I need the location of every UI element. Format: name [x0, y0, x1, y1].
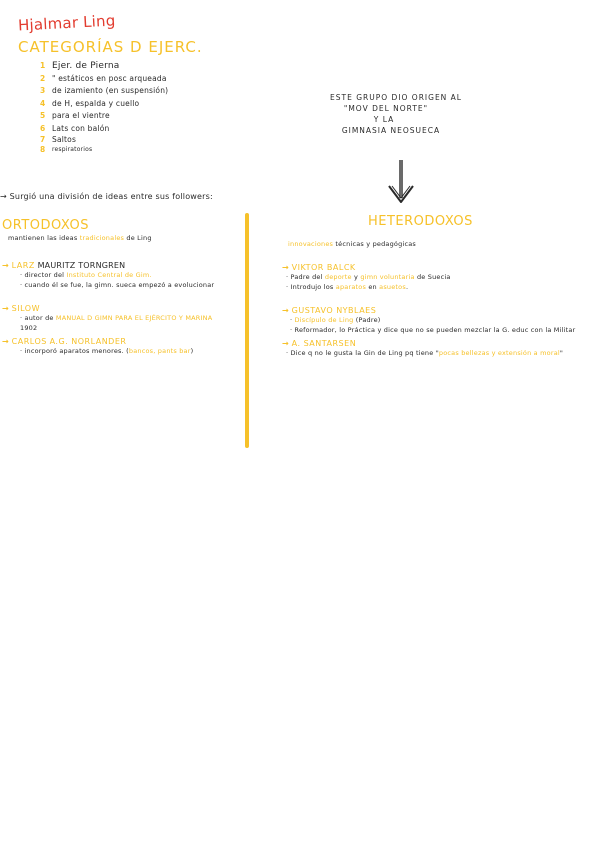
person-norlander: → CARLOS A.G. NORLANDER · incorporó aparatos menores. (bancos, pants bar) — [2, 337, 194, 355]
note-line: ESTE GRUPO DIO ORIGEN AL — [330, 93, 462, 102]
person-silow: → SILOW · autor de MANUAL D GIMN PARA EL EJÉRCITO Y MARINA 1902 — [2, 304, 213, 332]
list-item: 2 " estáticos en posc arqueada — [40, 73, 167, 83]
person-santarsen: → A. SANTARSEN · Dice q no le gusta la Gin de Ling pq tiene "pocas bellezas y extensión a moral" — [282, 339, 564, 357]
list-item: 6 Lats con balón — [40, 123, 110, 133]
person-torngren: → LARZ MAURITZ TORNGREN · director del Instituto Central de Gim. · cuando él se fue, la gimn. sueca empezó a evolucionar — [2, 261, 215, 289]
note-line: Y LA — [373, 115, 395, 124]
heterodoxos-heading: HETERODOXOS — [368, 214, 473, 229]
list-item: 8 respiratorios — [40, 145, 93, 154]
list-item: 3 de izamiento (en suspensión) — [40, 86, 169, 95]
origin-note — [330, 92, 462, 136]
list-item: 1 Ejer. de Pierna — [40, 61, 120, 71]
ortodoxos-desc: mantienen las ideas tradicionales de Ling — [8, 234, 152, 242]
author-name: Hjalmar Ling — [17, 11, 116, 35]
list-item: 4 de H, espalda y cuello — [40, 98, 140, 108]
column-divider — [245, 213, 249, 448]
person-balck: → VIKTOR BALCK · Padre del deporte y gimn voluntaria de Suecia · Introdujo los aparatos en asuetos. — [282, 263, 451, 291]
heterodoxos-section — [282, 214, 598, 358]
ortodoxos-section — [2, 218, 242, 356]
categories-list — [40, 60, 168, 155]
list-item: 5 para el vientre — [40, 111, 110, 120]
down-arrow-icon — [386, 158, 416, 204]
ortodoxos-heading: ORTODOXOS — [2, 218, 89, 233]
list-item: 7 Saltos — [40, 135, 77, 144]
split-statement: → Surgió una división de ideas entre sus followers: — [0, 192, 213, 201]
person-nyblaes: → GUSTAVO NYBLAES · Discípulo de Ling (Padre) · Reformador, lo Práctica y dice que no se pueden mezclar la G. educ con la Militar — [282, 306, 576, 334]
heterodoxos-desc: innovaciones técnicas y pedagógicas — [288, 240, 416, 248]
page-title: CATEGORÍAS D EJERC. — [18, 38, 203, 56]
note-line: "MOV DEL NORTE" — [343, 104, 429, 113]
note-line: GIMNASIA NEOSUECA — [341, 126, 441, 135]
